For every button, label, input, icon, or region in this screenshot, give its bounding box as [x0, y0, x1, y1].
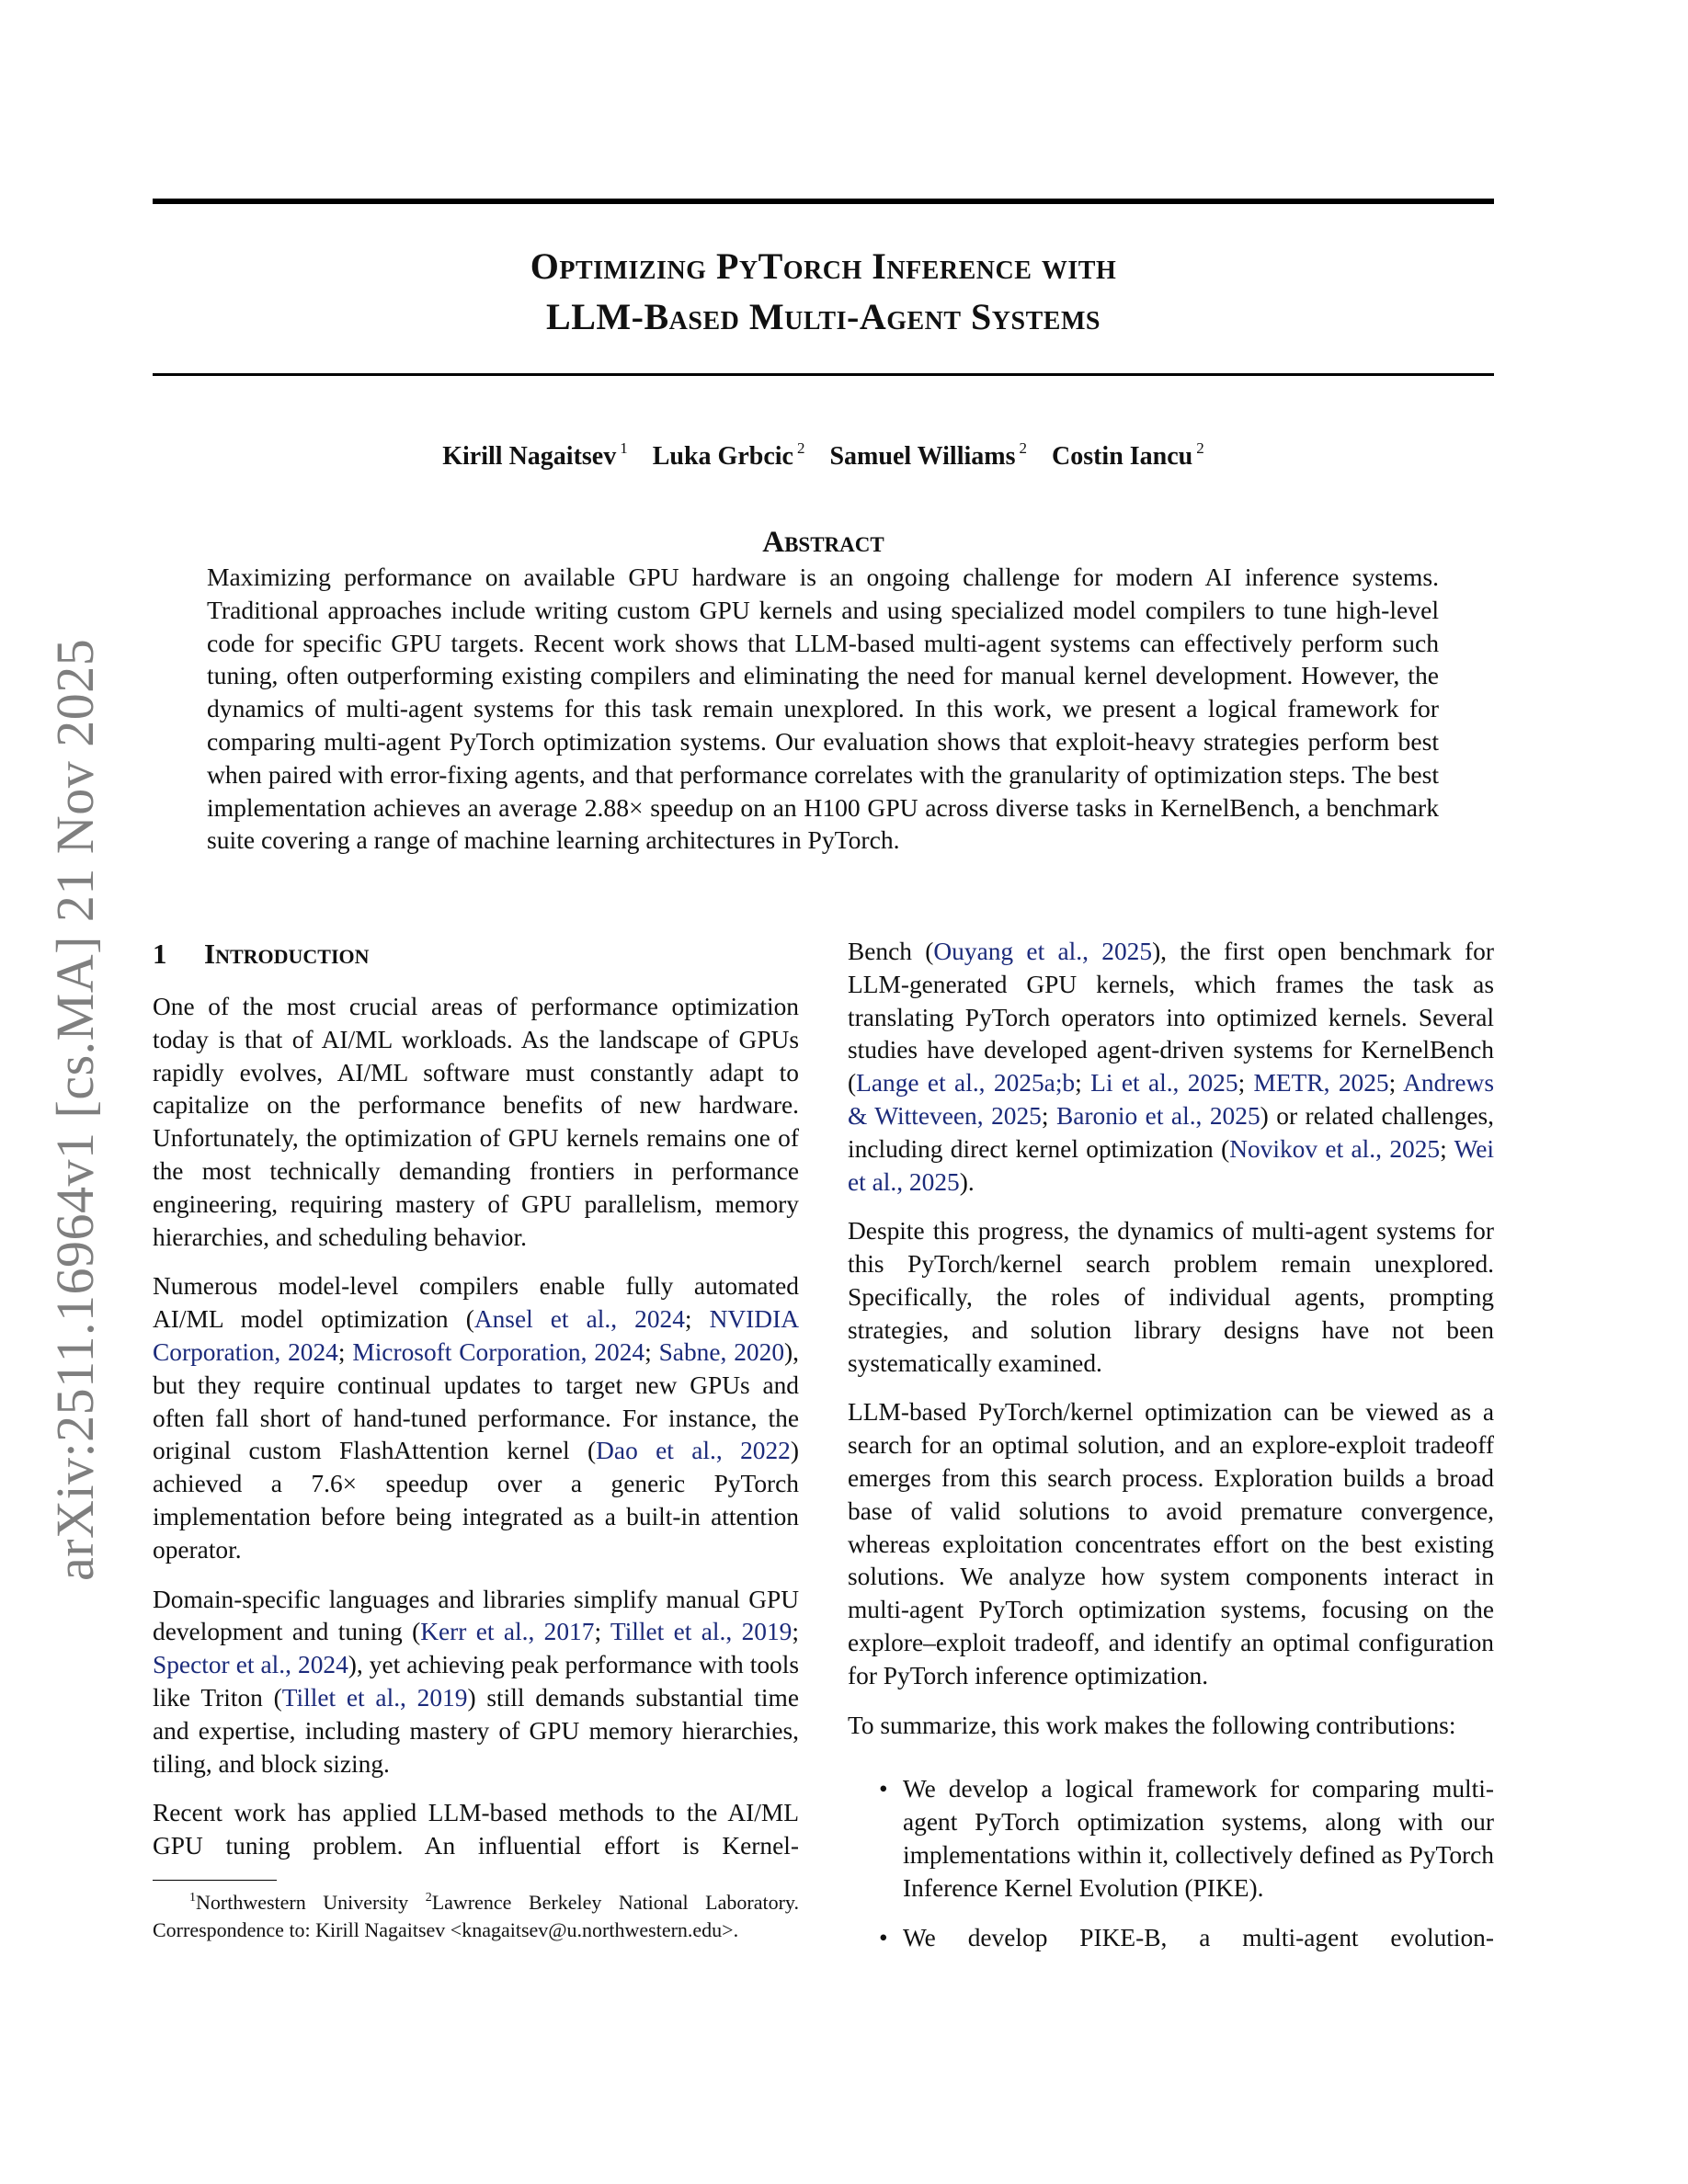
section-heading-introduction	[153, 936, 799, 973]
affiliation-mark: 2	[1196, 439, 1204, 457]
footnote-mark: 2	[425, 1891, 432, 1905]
text: Numerous model-level compilers enable fully automated AI/ML model optimization (	[153, 1272, 799, 1334]
author-name: Costin Iancu	[1051, 442, 1193, 471]
right-column	[848, 936, 1494, 1971]
footnote-rule	[153, 1880, 277, 1881]
text: Bench (	[848, 938, 934, 965]
affiliation-mark: 2	[1019, 439, 1027, 457]
title-top-rule	[153, 199, 1494, 204]
text: ), the first open benchmark for LLM-generated GPU kernels, which frames the task as translating PyTorch operators into optimized kernels. Several studies have developed agent-driven systems for KernelBench (	[848, 938, 1494, 1098]
citation-link[interactable]: Andrews & Witteveen, 2025	[848, 1069, 1494, 1130]
arxiv-side-stamp: arXiv:2511.16964v1 [cs.MA] 21 Nov 2025	[45, 638, 105, 1581]
title-line-2: LLM-Based Multi-Agent Systems	[546, 296, 1101, 337]
citation-link[interactable]: NVIDIA Corporation, 2024	[153, 1305, 799, 1366]
text: ;	[1075, 1069, 1091, 1098]
contribution-item	[848, 1773, 1494, 1905]
citation-link[interactable]: Lange et al., 2025a;b	[856, 1069, 1076, 1098]
paper-title	[153, 241, 1494, 342]
contribution-item	[848, 1922, 1494, 1955]
intro-paragraph-8: To summarize, this work makes the following contributions:	[848, 1711, 1456, 1739]
citation-link[interactable]: Ouyang et al., 2025	[933, 938, 1153, 965]
intro-paragraph-5	[848, 936, 1494, 1199]
text: ) still demands substantial time and expertise, including mastery of GPU memory hierarchies, tiling, and block sizing.	[153, 1683, 799, 1778]
text: ;	[594, 1618, 610, 1646]
citation-link[interactable]: Kerr et al., 2017	[420, 1618, 595, 1646]
author	[829, 432, 1027, 473]
contribution-text: We develop PIKE-B, a multi-agent evolution-	[903, 1923, 1494, 1951]
author	[1052, 432, 1204, 473]
citation-link[interactable]: Li et al., 2025	[1090, 1069, 1238, 1098]
citation-link[interactable]: Dao et al., 2022	[596, 1437, 791, 1465]
author-name: Kirill Nagaitsev	[442, 442, 617, 471]
text: ;	[337, 1337, 353, 1366]
text: ;	[644, 1337, 659, 1366]
text: ;	[792, 1618, 799, 1646]
text: ;	[1440, 1134, 1454, 1163]
citation-link[interactable]: METR, 2025	[1253, 1069, 1389, 1098]
intro-paragraph-3	[153, 1584, 799, 1781]
intro-paragraph-1: One of the most crucial areas of performance optimization today is that of AI/ML workloads. As the landscape of GPUs rapidly evolves, AI/ML software must constantly adapt to capitalize on the performance benefits of new hardware. Unfortunately, the optimization of GPU kernels remains one of the most technically demanding frontiers in performance engineering, requiring mastery of GPU parallelism, memory hierarchies, and scheduling behavior.	[153, 993, 799, 1251]
text: Domain-specific languages and libraries simplify manual GPU development and tuning (	[153, 1585, 799, 1646]
intro-paragraph-6: Despite this progress, the dynamics of multi-agent systems for this PyTorch/kernel search problem remain unexplored. Specifically, the roles of individual agents, prompting strategies, and solution library designs have not been systematically examined.	[848, 1217, 1494, 1377]
footnote-mark: 1	[189, 1891, 196, 1905]
bullet-icon: •	[879, 1923, 888, 1951]
text: ;	[1237, 1069, 1254, 1098]
abstract-heading: Abstract	[762, 526, 884, 559]
text: ;	[684, 1305, 710, 1334]
author	[442, 432, 627, 473]
citation-link[interactable]: Novikov et al., 2025	[1229, 1134, 1441, 1163]
affiliation-mark: 2	[796, 439, 805, 457]
author-list	[153, 432, 1494, 473]
author-name: Luka Grbcic	[652, 442, 793, 471]
text: ) or related challenges, including direct kernel optimization (	[848, 1101, 1494, 1163]
author	[653, 432, 805, 473]
bullet-icon: •	[879, 1775, 888, 1803]
text: ), but they require continual updates to target new GPUs and often fall short of hand-tuned performance. For instance, the original custom FlashAttention kernel (	[153, 1337, 799, 1465]
contribution-text: We develop a logical framework for comparing multi-agent PyTorch optimization systems, along with our implementations within it, collectively defined as PyTorch Inference Kernel Evolution (PIKE).	[903, 1775, 1494, 1902]
affiliation-footnote	[153, 1884, 799, 1943]
citation-link[interactable]: Baronio et al., 2025	[1055, 1101, 1260, 1130]
footnote-text: Northwestern University	[196, 1891, 426, 1914]
citation-link[interactable]: Sabne, 2020	[658, 1337, 785, 1366]
section-number: 1	[153, 938, 167, 970]
citation-link[interactable]: Ansel et al., 2024	[473, 1305, 685, 1334]
author-name: Samuel Williams	[829, 442, 1016, 471]
citation-link[interactable]: Tillet et al., 2019	[281, 1683, 468, 1712]
citation-link[interactable]: Tillet et al., 2019	[610, 1618, 793, 1646]
text: ) achieved a 7.6× speedup over a generic PyTorch implementation before being integrated as a built-in attention operator.	[153, 1437, 799, 1564]
left-column	[153, 936, 799, 1880]
citation-link[interactable]: Wei et al., 2025	[848, 1134, 1495, 1196]
citation-link[interactable]: Spector et al., 2024	[153, 1651, 348, 1679]
text: ;	[1041, 1101, 1056, 1130]
text: ), yet achieving peak performance with tools like Triton (	[153, 1651, 799, 1712]
title-line-1: Optimizing PyTorch Inference with	[530, 245, 1117, 287]
title-bottom-rule	[153, 373, 1494, 376]
affiliation-mark: 1	[620, 439, 628, 457]
abstract-text: Maximizing performance on available GPU hardware is an ongoing challenge for modern AI inference systems. Traditional approaches include writing custom GPU kernels and using specialized model compilers to tune high-level code for specific GPU targets. Recent work shows that LLM-based multi-agent systems can effectively perform such tuning, often outperforming existing compilers and eliminating the need for manual kernel development. However, the dynamics of multi-agent systems for this task remain unexplored. In this work, we present a logical framework for comparing multi-agent PyTorch optimization systems. Our evaluation shows that exploit-heavy strategies perform best when paired with error-fixing agents, and that performance correlates with the granularity of optimization steps. The best implementation achieves an average 2.88× speedup on an H100 GPU across diverse tasks in KernelBench, a benchmark suite covering a range of machine learning architectures in PyTorch.	[207, 563, 1439, 855]
contributions-list	[848, 1773, 1494, 1954]
intro-paragraph-4: Recent work has applied LLM-based methods to the AI/ML GPU tuning problem. An influential effort is Kernel-	[153, 1799, 799, 1860]
footnote-text: Lawrence Berkeley National Laboratory. Correspondence to: Kirill Nagaitsev <knagaitsev@u.northwestern.edu>.	[153, 1891, 799, 1941]
intro-paragraph-2	[153, 1270, 799, 1566]
text: ;	[1388, 1069, 1404, 1098]
section-title: Introduction	[204, 938, 370, 970]
intro-paragraph-7: LLM-based PyTorch/kernel optimization can be viewed as a search for an optimal solution, and an explore-exploit tradeoff emerges from this search process. Exploration builds a broad base of valid solutions to avoid premature convergence, whereas exploitation concentrates effort on the best existing solutions. We analyze how system components interact in multi-agent PyTorch optimization systems, focusing on the explore–exploit tradeoff, and identify an optimal configuration for PyTorch inference optimization.	[848, 1398, 1494, 1689]
text: ).	[959, 1167, 975, 1196]
citation-link[interactable]: Microsoft Corporation, 2024	[352, 1337, 645, 1366]
